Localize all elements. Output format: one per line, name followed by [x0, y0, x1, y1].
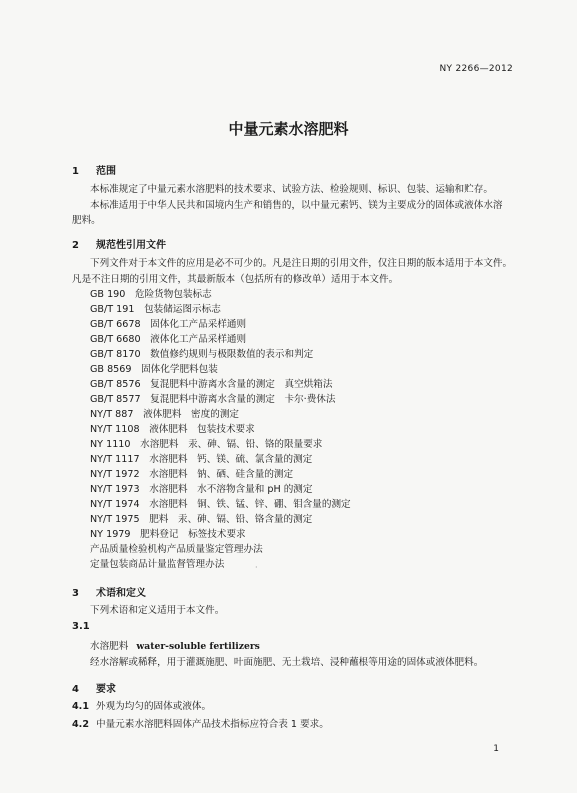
section-4-heading: [72, 680, 116, 695]
reference-list: [90, 287, 351, 572]
reference-item: GB 190 危险货物包装标志: [90, 289, 212, 300]
reference-item: NY/T 1973 水溶肥料 水不溶物含量和 pH 的测定: [90, 484, 313, 495]
reference-item: NY 1110 水溶肥料 汞、砷、镉、铅、铬的限量要求: [90, 439, 323, 450]
reference-item: NY/T 1117 水溶肥料 钙、镁、硫、氯含量的测定: [90, 454, 313, 465]
term-english: water-soluble fertilizers: [136, 641, 260, 652]
reference-item: 定量包装商品计量监督管理办法: [90, 559, 225, 570]
reference-item: GB/T 8576 复混肥料中游离水含量的测定 真空烘箱法: [90, 379, 333, 390]
document-title: 中量元素水溶肥料: [228, 120, 349, 138]
reference-item: GB/T 8170 数值修约规则与极限数值的表示和判定: [90, 349, 314, 360]
clause-number: 4.2: [72, 719, 89, 730]
normative-intro: 下列文件对于本文件的应用是必不可少的。凡是注日期的引用文件，仅注日期的版本适用于本文件。: [90, 258, 513, 269]
term-entry: [90, 638, 260, 652]
section-1-heading: [72, 162, 116, 177]
reference-item: GB/T 6678 固体化工产品采样通则: [90, 319, 247, 330]
section-title: 要求: [96, 684, 116, 695]
term-chinese: 水溶肥料: [90, 641, 129, 652]
scope-paragraph-2-cont: 肥料。: [72, 215, 101, 226]
section-title: 范围: [96, 166, 116, 177]
section-number: 2: [72, 240, 79, 251]
reference-item: NY/T 1975 肥料 汞、砷、镉、铅、铬含量的测定: [90, 514, 313, 525]
section-number: 3: [72, 588, 79, 599]
section-number: 1: [72, 166, 79, 177]
section-title: 规范性引用文件: [96, 240, 166, 251]
stray-mark: ·: [255, 563, 258, 572]
scope-paragraph-2: 本标准适用于中华人民共和国境内生产和销售的，以中量元素钙、镁为主要成分的固体或液体水溶: [90, 200, 503, 211]
reference-item: GB/T 6680 液体化工产品采样通则: [90, 334, 247, 345]
clause-text: 外观为均匀的固体或液体。: [96, 701, 212, 712]
reference-item: NY 1979 肥料登记 标签技术要求: [90, 529, 246, 540]
clause-text: 中量元素水溶肥料固体产品技术指标应符合表 1 要求。: [96, 719, 329, 730]
clause-number: 4.1: [72, 701, 89, 712]
scope-paragraph-1: 本标准规定了中量元素水溶肥料的技术要求、试验方法、检验规则、标识、包装、运输和贮存。: [90, 184, 493, 195]
subclause-number: 3.1: [72, 621, 90, 632]
reference-item: NY/T 1108 液体肥料 包装技术要求: [90, 424, 255, 435]
requirement-4-2: [72, 717, 329, 732]
reference-item: GB 8569 固体化学肥料包装: [90, 364, 218, 375]
section-2-heading: [72, 236, 166, 251]
terms-intro: 下列术语和定义适用于本文件。: [90, 605, 225, 616]
reference-item: NY/T 1974 水溶肥料 铜、铁、锰、锌、硼、钼含量的测定: [90, 499, 351, 510]
requirement-4-1: [72, 699, 211, 714]
standard-code: NY 2266—2012: [439, 64, 513, 74]
reference-item: 产品质量检验机构产品质量鉴定管理办法: [90, 544, 263, 555]
section-number: 4: [72, 684, 79, 695]
reference-item: GB/T 8577 复混肥料中游离水含量的测定 卡尔·费休法: [90, 394, 336, 405]
section-3-heading: [72, 584, 146, 599]
section-title: 术语和定义: [96, 588, 146, 599]
reference-item: GB/T 191 包装储运图示标志: [90, 304, 221, 315]
reference-item: NY/T 887 液体肥料 密度的测定: [90, 409, 240, 420]
term-definition: 经水溶解或稀释，用于灌溉施肥、叶面施肥、无土栽培、浸种蘸根等用途的固体或液体肥料。: [90, 657, 484, 668]
normative-intro-cont: 凡是不注日期的引用文件，其最新版本（包括所有的修改单）适用于本文件。: [72, 274, 399, 285]
page-number: 1: [493, 744, 499, 754]
reference-item: NY/T 1972 水溶肥料 钠、硒、硅含量的测定: [90, 469, 294, 480]
